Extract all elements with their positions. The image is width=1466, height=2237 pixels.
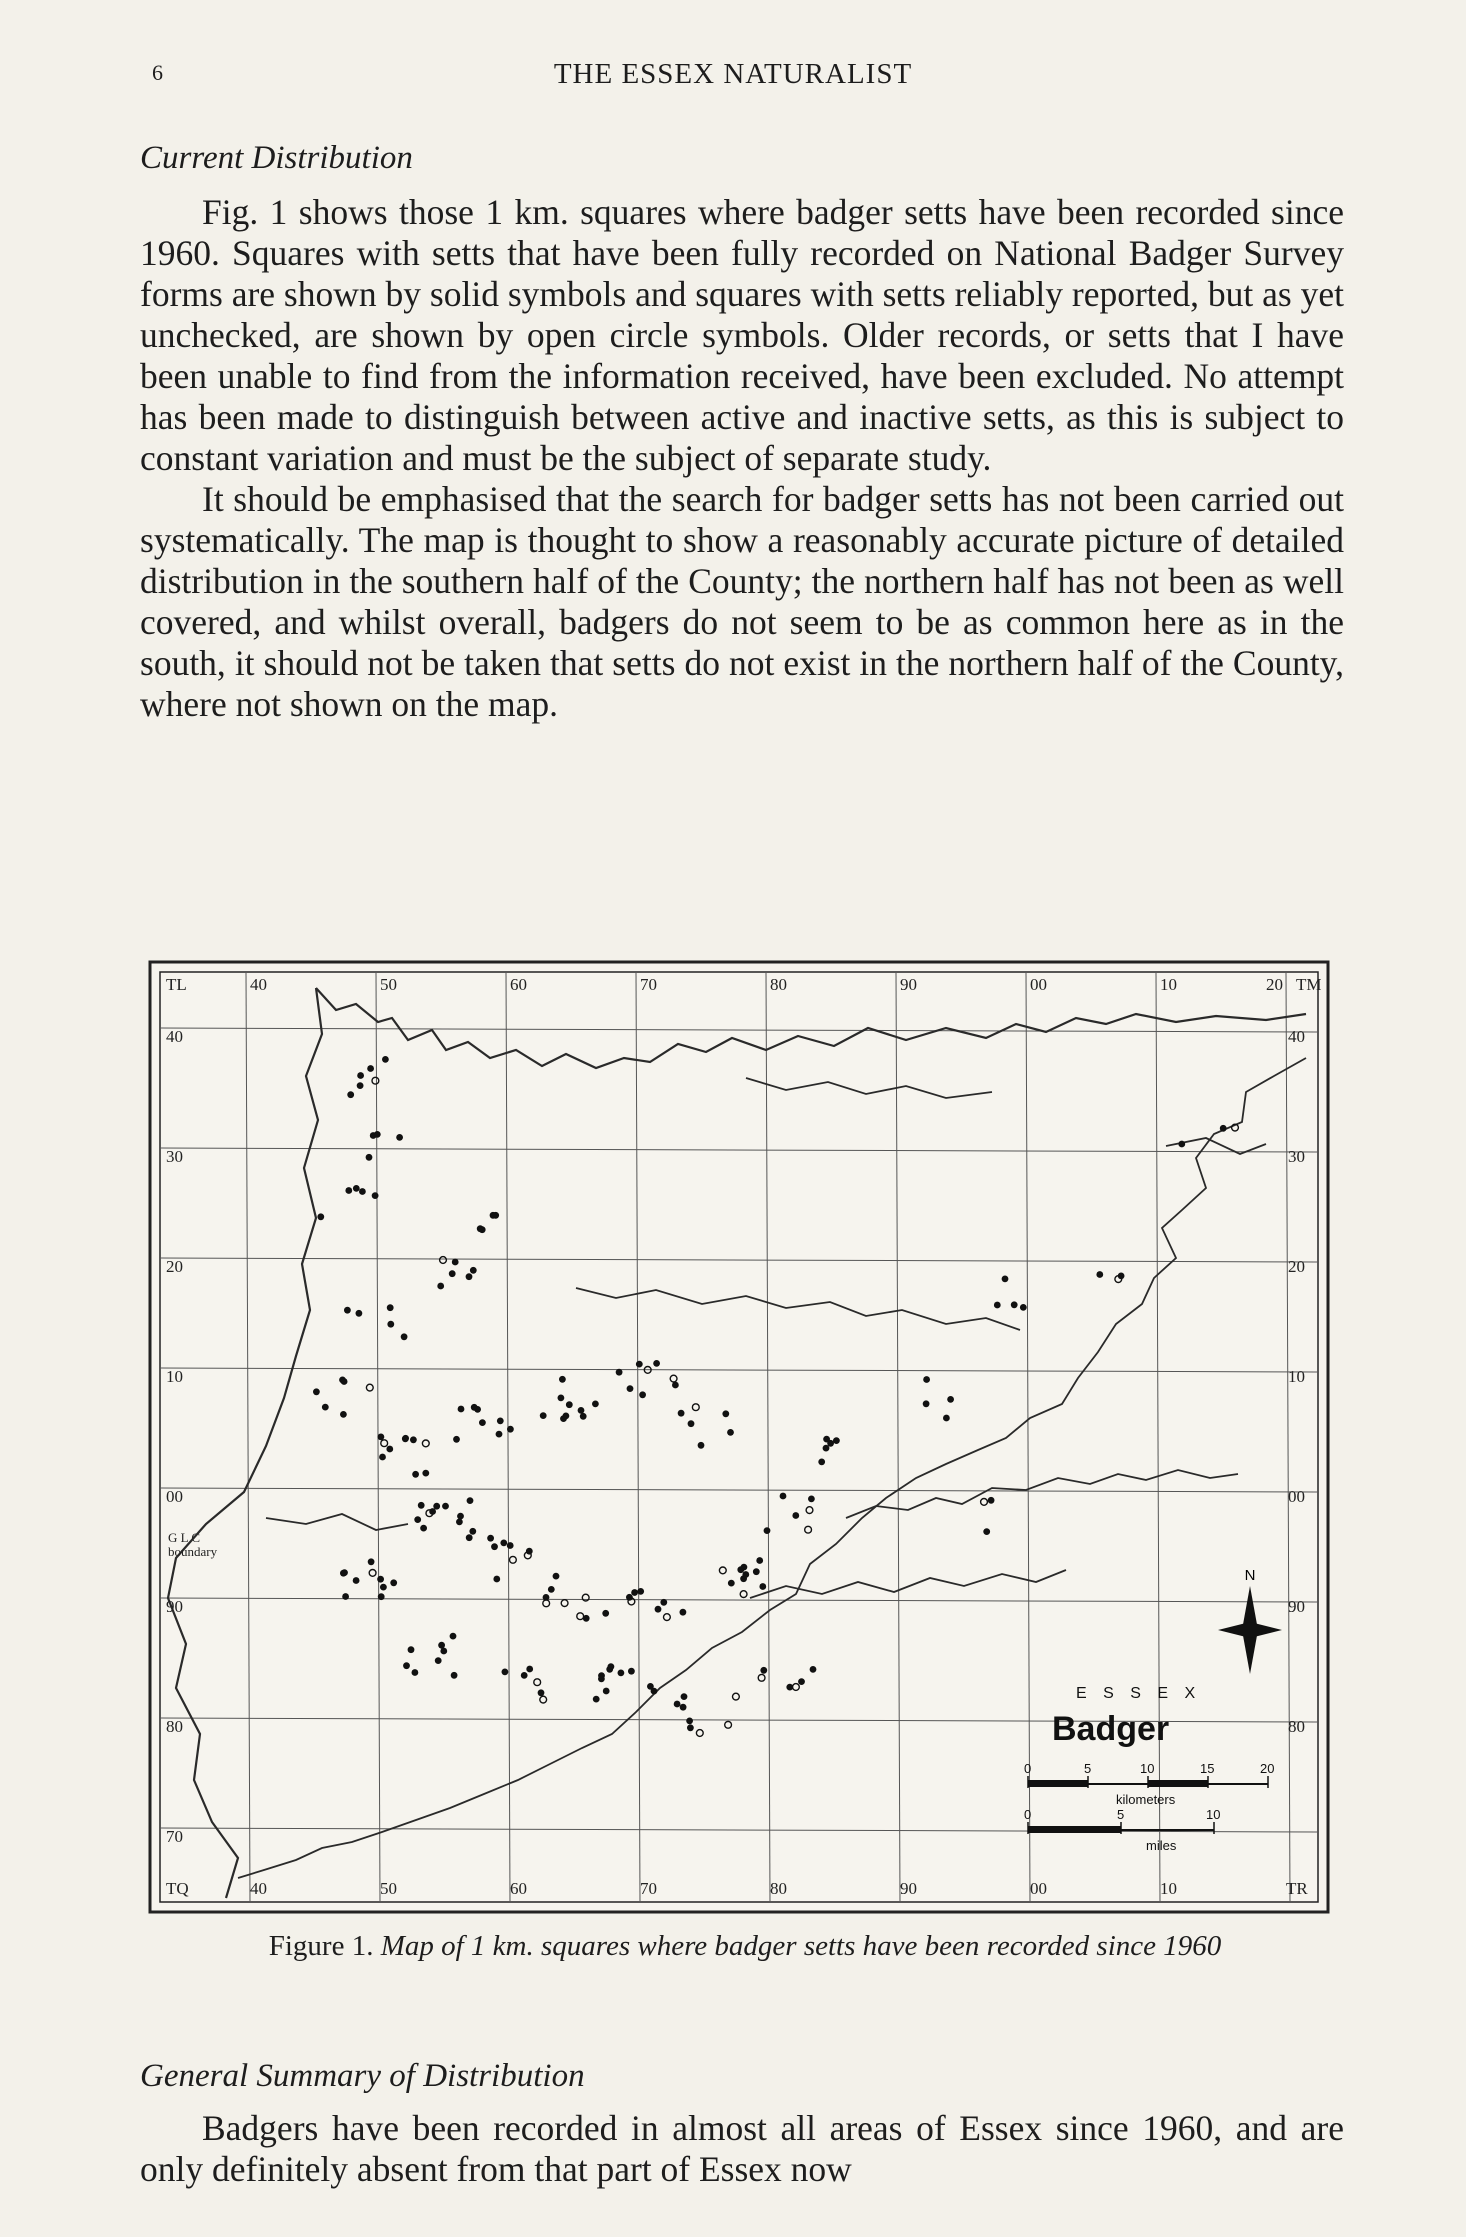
recorded-sett-marker [390,1579,397,1586]
recorded-sett-marker [593,1696,600,1703]
recorded-sett-marker [947,1396,954,1403]
recorded-sett-marker [818,1459,825,1466]
recorded-sett-marker [592,1401,599,1408]
recorded-sett-marker [660,1599,667,1606]
bottom-grid-label: 80 [770,1879,787,1898]
bottom-grid-label: 60 [510,1879,527,1898]
recorded-sett-marker [322,1404,329,1411]
recorded-sett-marker [470,1267,477,1274]
recorded-sett-marker [560,1415,567,1422]
recorded-sett-marker [442,1503,449,1510]
recorded-sett-marker [741,1564,748,1571]
recorded-sett-marker [449,1270,456,1277]
recorded-sett-marker [386,1446,393,1453]
recorded-sett-marker [540,1412,547,1419]
top-grid-label: TM [1296,975,1322,994]
km-tick: 15 [1200,1761,1215,1776]
glc-label: G L C [168,1530,201,1545]
recorded-sett-marker [380,1584,387,1591]
recorded-sett-marker [798,1678,805,1685]
km-tick: 0 [1024,1761,1032,1776]
bottom-grid-label: 50 [380,1879,397,1898]
left-grid-label: 00 [166,1487,183,1506]
recorded-sett-marker [429,1508,436,1515]
recorded-sett-marker [742,1571,749,1578]
recorded-sett-marker [558,1395,565,1402]
recorded-sett-marker [698,1442,705,1449]
page-number: 6 [152,60,163,85]
km-tick: 5 [1084,1761,1092,1776]
top-grid-label: 50 [380,975,397,994]
km-tick: 10 [1140,1761,1155,1776]
left-grid-label: 90 [166,1597,183,1616]
bottom-grid-label: 70 [640,1879,657,1898]
recorded-sett-marker [628,1668,635,1675]
right-grid-label: 10 [1288,1367,1305,1386]
left-grid-label: 70 [166,1827,183,1846]
recorded-sett-marker [396,1134,403,1141]
top-grid-label: 40 [250,975,267,994]
recorded-sett-marker [469,1528,476,1535]
recorded-sett-marker [616,1369,623,1376]
recorded-sett-marker [602,1610,609,1617]
recorded-sett-marker [479,1226,486,1233]
recorded-sett-marker [353,1577,360,1584]
mile-label: miles [1146,1838,1177,1853]
recorded-sett-marker [382,1056,389,1063]
recorded-sett-marker [808,1496,815,1503]
recorded-sett-marker [379,1454,386,1461]
recorded-sett-marker [345,1187,352,1194]
bottom-grid-label: 90 [900,1879,917,1898]
recorded-sett-marker [359,1188,366,1195]
recorded-sett-marker [356,1310,363,1317]
recorded-sett-marker [1020,1304,1027,1311]
recorded-sett-marker [471,1404,478,1411]
right-grid-label: 20 [1288,1257,1305,1276]
recorded-sett-marker [344,1307,351,1314]
recorded-sett-marker [923,1376,930,1383]
recorded-sett-marker [559,1376,566,1383]
recorded-sett-marker [353,1185,360,1192]
right-grid-label: 00 [1288,1487,1305,1506]
recorded-sett-marker [618,1670,625,1677]
recorded-sett-marker [636,1361,643,1368]
recorded-sett-marker [833,1437,840,1444]
recorded-sett-marker [1096,1271,1103,1278]
recorded-sett-marker [357,1082,364,1089]
recorded-sett-marker [680,1609,687,1616]
recorded-sett-marker [341,1569,348,1576]
recorded-sett-marker [414,1516,421,1523]
top-grid-label: 20 [1266,975,1283,994]
caption-label: Figure 1. [268,1930,374,1962]
recorded-sett-marker [756,1557,763,1564]
recorded-sett-marker [681,1693,688,1700]
recorded-sett-marker [603,1688,610,1695]
recorded-sett-marker [526,1548,533,1555]
section-heading-current: Current Distribution [140,140,413,176]
body-text-current [140,192,1344,725]
recorded-sett-marker [988,1497,995,1504]
recorded-sett-marker [453,1436,460,1443]
recorded-sett-marker [341,1378,348,1385]
recorded-sett-marker [490,1212,497,1219]
recorded-sett-marker [357,1072,364,1079]
top-grid-label: 10 [1160,975,1177,994]
paragraph: Fig. 1 shows those 1 km. squares where badger setts have been recorded since 1960. Squares with setts that have been fully recorded on National Badger Survey forms are shown by solid symbols and squares with setts reliably reported, but as yet unchecked, are shown by open circle symbols. Older records, or setts that I have been unable to find from the information received, have been excluded. No attempt has been made to distinguish between active and inactive setts, as this is subject to constant variation and must be the subject of separate study. [140,192,1344,478]
recorded-sett-marker [608,1663,615,1670]
paragraph: It should be emphasised that the search for badger setts has not been carried out systematically. The map is thought to show a reasonably accurate picture of detailed distribution in the southern half of the County; the northern half has not been as well covered, and whilst overall, badgers do not seem to be as common here as in the south, it should not be taken that setts do not exist in the northern half of the County, where not shown on the map. [140,479,1344,724]
top-grid-label: 60 [510,975,527,994]
recorded-sett-marker [479,1419,486,1426]
recorded-sett-marker [458,1406,465,1413]
top-grid-label: 70 [640,975,657,994]
bottom-grid-label: 10 [1160,1879,1177,1898]
recorded-sett-marker [467,1497,474,1504]
recorded-sett-marker [500,1540,507,1547]
mile-tick: 10 [1206,1807,1221,1822]
recorded-sett-marker [627,1385,634,1392]
recorded-sett-marker [639,1391,646,1398]
recorded-sett-marker [1011,1301,1018,1308]
recorded-sett-marker [437,1283,444,1290]
recorded-sett-marker [678,1410,685,1417]
recorded-sett-marker [526,1666,533,1673]
recorded-sett-marker [456,1519,463,1526]
recorded-sett-marker [440,1648,447,1655]
bottom-grid-label: 40 [250,1879,267,1898]
running-head: THE ESSEX NATURALIST [553,58,913,90]
recorded-sett-marker [452,1259,459,1266]
recorded-sett-marker [1178,1141,1185,1148]
recorded-sett-marker [507,1426,514,1433]
recorded-sett-marker [466,1534,473,1541]
legend-region: E S S E X [1076,1685,1202,1702]
mile-tick: 0 [1024,1807,1032,1822]
recorded-sett-marker [342,1593,349,1600]
recorded-sett-marker [753,1568,760,1575]
recorded-sett-marker [538,1689,545,1696]
recorded-sett-marker [674,1701,681,1708]
recorded-sett-marker [457,1513,464,1520]
recorded-sett-marker [412,1471,419,1478]
recorded-sett-marker [496,1431,503,1438]
mile-tick: 5 [1117,1807,1125,1822]
recorded-sett-marker [387,1304,394,1311]
top-grid-label: 00 [1030,975,1047,994]
recorded-sett-marker [637,1588,644,1595]
recorded-sett-marker [487,1535,494,1542]
recorded-sett-marker [688,1420,695,1427]
recorded-sett-marker [403,1662,410,1669]
recorded-sett-marker [578,1407,585,1414]
km-label: kilometers [1116,1792,1176,1807]
recorded-sett-marker [367,1065,374,1072]
recorded-sett-marker [466,1273,473,1280]
recorded-sett-marker [317,1213,324,1220]
left-grid-label: 30 [166,1147,183,1166]
left-grid-label: 20 [166,1257,183,1276]
recorded-sett-marker [410,1436,417,1443]
figure-caption [140,1928,1350,1964]
recorded-sett-marker [377,1576,384,1583]
recorded-sett-marker [408,1646,415,1653]
recorded-sett-marker [566,1401,573,1408]
recorded-sett-marker [493,1576,500,1583]
recorded-sett-marker [810,1666,817,1673]
right-grid-label: 80 [1288,1717,1305,1736]
body-text-general [140,2108,1344,2190]
recorded-sett-marker [450,1633,457,1640]
recorded-sett-marker [378,1593,385,1600]
right-grid-label: 40 [1288,1027,1305,1046]
badger-distribution-map [146,958,1332,1916]
recorded-sett-marker [728,1580,735,1587]
recorded-sett-marker [722,1410,729,1417]
recorded-sett-marker [451,1672,458,1679]
recorded-sett-marker [553,1573,560,1580]
recorded-sett-marker [760,1667,767,1674]
recorded-sett-marker [680,1704,687,1711]
recorded-sett-marker [313,1388,320,1395]
recorded-sett-marker [412,1669,419,1676]
left-grid-label: 40 [166,1027,183,1046]
recorded-sett-marker [548,1586,555,1593]
recorded-sett-marker [994,1302,1001,1309]
recorded-sett-marker [347,1091,354,1098]
legend-title: Badger [1052,1710,1170,1748]
left-grid-label: 10 [166,1367,183,1386]
recorded-sett-marker [422,1470,429,1477]
recorded-sett-marker [687,1724,694,1731]
recorded-sett-marker [1220,1125,1227,1132]
recorded-sett-marker [686,1718,693,1725]
left-grid-label: 80 [166,1717,183,1736]
recorded-sett-marker [759,1583,766,1590]
right-grid-label: 30 [1288,1147,1305,1166]
recorded-sett-marker [598,1676,605,1683]
recorded-sett-marker [340,1411,347,1418]
recorded-sett-marker [418,1502,425,1509]
recorded-sett-marker [983,1528,990,1535]
recorded-sett-marker [438,1642,445,1649]
paragraph: Badgers have been recorded in almost all areas of Essex since 1960, and are only definitely absent from that part of Essex now [140,2108,1344,2189]
recorded-sett-marker [727,1429,734,1436]
recorded-sett-marker [366,1154,373,1161]
recorded-sett-marker [653,1360,660,1367]
recorded-sett-marker [923,1400,930,1407]
recorded-sett-marker [655,1606,662,1613]
caption-text: Map of 1 km. squares where badger setts have been recorded since 1960 [380,1930,1222,1962]
recorded-sett-marker [631,1589,638,1596]
svg-text:N: N [1244,1567,1256,1584]
recorded-sett-marker [507,1542,514,1549]
recorded-sett-marker [420,1525,427,1532]
recorded-sett-marker [580,1413,587,1420]
glc-label-sub: boundary [168,1544,218,1559]
bottom-grid-label: 00 [1030,1879,1047,1898]
recorded-sett-marker [372,1192,379,1199]
recorded-sett-marker [780,1493,787,1500]
right-grid-label: 90 [1288,1597,1305,1616]
recorded-sett-marker [374,1131,381,1138]
recorded-sett-marker [823,1436,830,1443]
top-grid-label: TL [166,975,187,994]
bottom-grid-label: TQ [166,1879,189,1898]
recorded-sett-marker [491,1543,498,1550]
recorded-sett-marker [792,1512,799,1519]
recorded-sett-marker [402,1435,409,1442]
top-grid-label: 90 [900,975,917,994]
recorded-sett-marker [647,1683,654,1690]
recorded-sett-marker [387,1321,394,1328]
recorded-sett-marker [943,1415,950,1422]
top-grid-label: 80 [770,975,787,994]
recorded-sett-marker [764,1527,771,1534]
km-tick: 20 [1260,1761,1275,1776]
recorded-sett-marker [502,1669,509,1676]
recorded-sett-marker [823,1445,830,1452]
recorded-sett-marker [497,1418,504,1425]
recorded-sett-marker [1002,1276,1009,1283]
section-heading-general: General Summary of Distribution [140,2058,585,2094]
recorded-sett-marker [368,1558,375,1565]
recorded-sett-marker [521,1672,528,1679]
recorded-sett-marker [435,1657,442,1664]
bottom-grid-label: TR [1286,1879,1308,1898]
recorded-sett-marker [401,1333,408,1340]
